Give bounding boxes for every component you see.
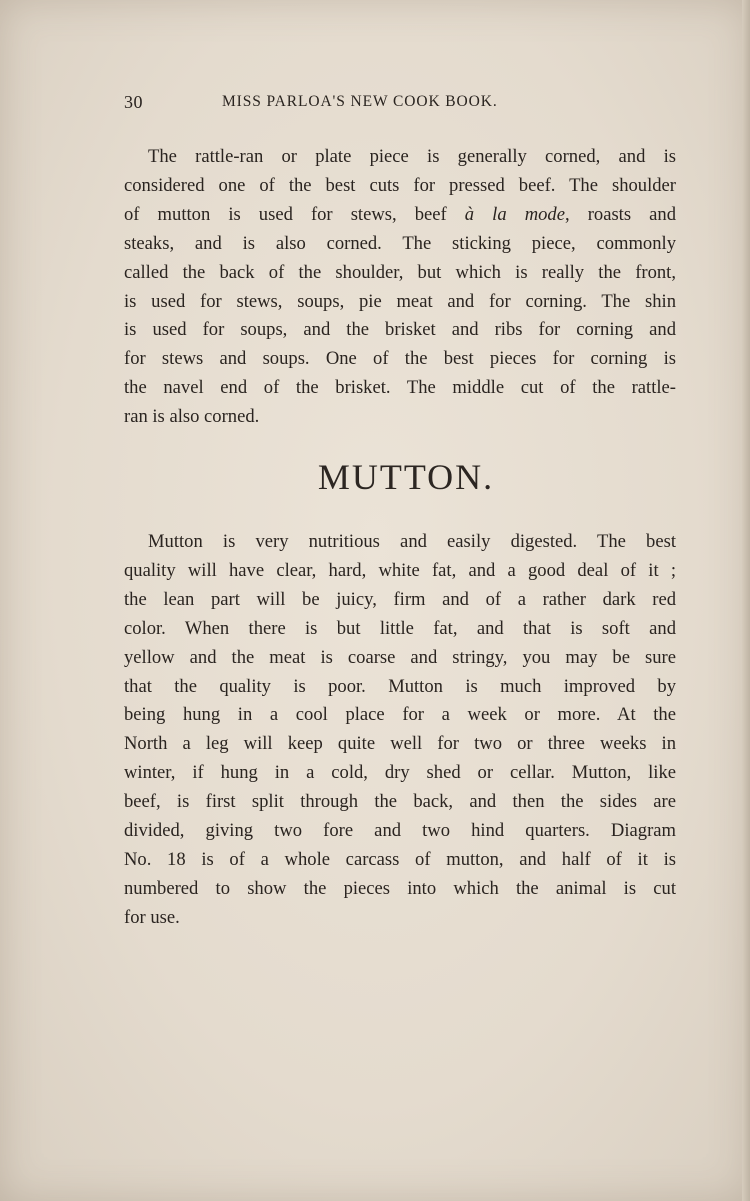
text-line: No. 18 is of a whole carcass of mutton, and half of it is [124, 848, 676, 870]
italic-phrase: à la mode [464, 203, 565, 225]
section-heading-mutton: MUTTON. [317, 457, 495, 497]
book-title: MISS PARLOA'S NEW COOK BOOK. [222, 93, 498, 110]
text-line: The rattle-ran or plate piece is generally corned, and is [148, 146, 676, 167]
page-edge [742, 0, 750, 1201]
text-line: winter, if hung in a cold, dry shed or cellar. Mutton, like [124, 762, 676, 784]
text-line: is used for soups, and the brisket and ribs for corning and [124, 319, 676, 341]
text-line: quality will have clear, hard, white fat, and a good deal of it ; [124, 559, 676, 581]
paragraph-beef-cuts [124, 143, 676, 432]
text-line: being hung in a cool place for a week or more. At the [124, 704, 676, 726]
running-head [124, 92, 584, 116]
text-line: considered one of the best cuts for pressed beef. The shoulder [124, 174, 676, 196]
text-line: beef, is first split through the back, and then the sides are [124, 791, 676, 813]
text-line: North a leg will keep quite well for two or three weeks in [124, 733, 676, 755]
text-line: called the back of the shoulder, but which is really the front, [124, 261, 676, 283]
text-line: the lean part will be juicy, firm and of a rather dark red [124, 588, 676, 610]
text-line: the navel end of the brisket. The middle cut of the rattle- [124, 377, 676, 399]
text-line: that the quality is poor. Mutton is much improved by [124, 675, 676, 697]
text-line: steaks, and is also corned. The sticking piece, commonly [124, 232, 676, 254]
text-line: divided, giving two fore and two hind quarters. Diagram [124, 820, 676, 842]
text-line: for stews and soups. One of the best pieces for corning is [124, 348, 676, 370]
text-line: is used for stews, soups, pie meat and for corning. The shin [124, 290, 676, 312]
text-line: of mutton is used for stews, beef à la mode, roasts and [124, 203, 676, 225]
text-line: yellow and the meat is coarse and stringy, you may be sure [124, 646, 676, 668]
text-line: ran is also corned. [124, 406, 260, 428]
paragraph-mutton [124, 528, 676, 933]
text-line: numbered to show the pieces into which the animal is cut [124, 877, 676, 899]
text-line: for use. [124, 906, 180, 928]
text-line: Mutton is very nutritious and easily digested. The best [148, 531, 676, 552]
text-line: color. When there is but little fat, and that is soft and [124, 617, 676, 639]
page-number: 30 [124, 92, 143, 112]
